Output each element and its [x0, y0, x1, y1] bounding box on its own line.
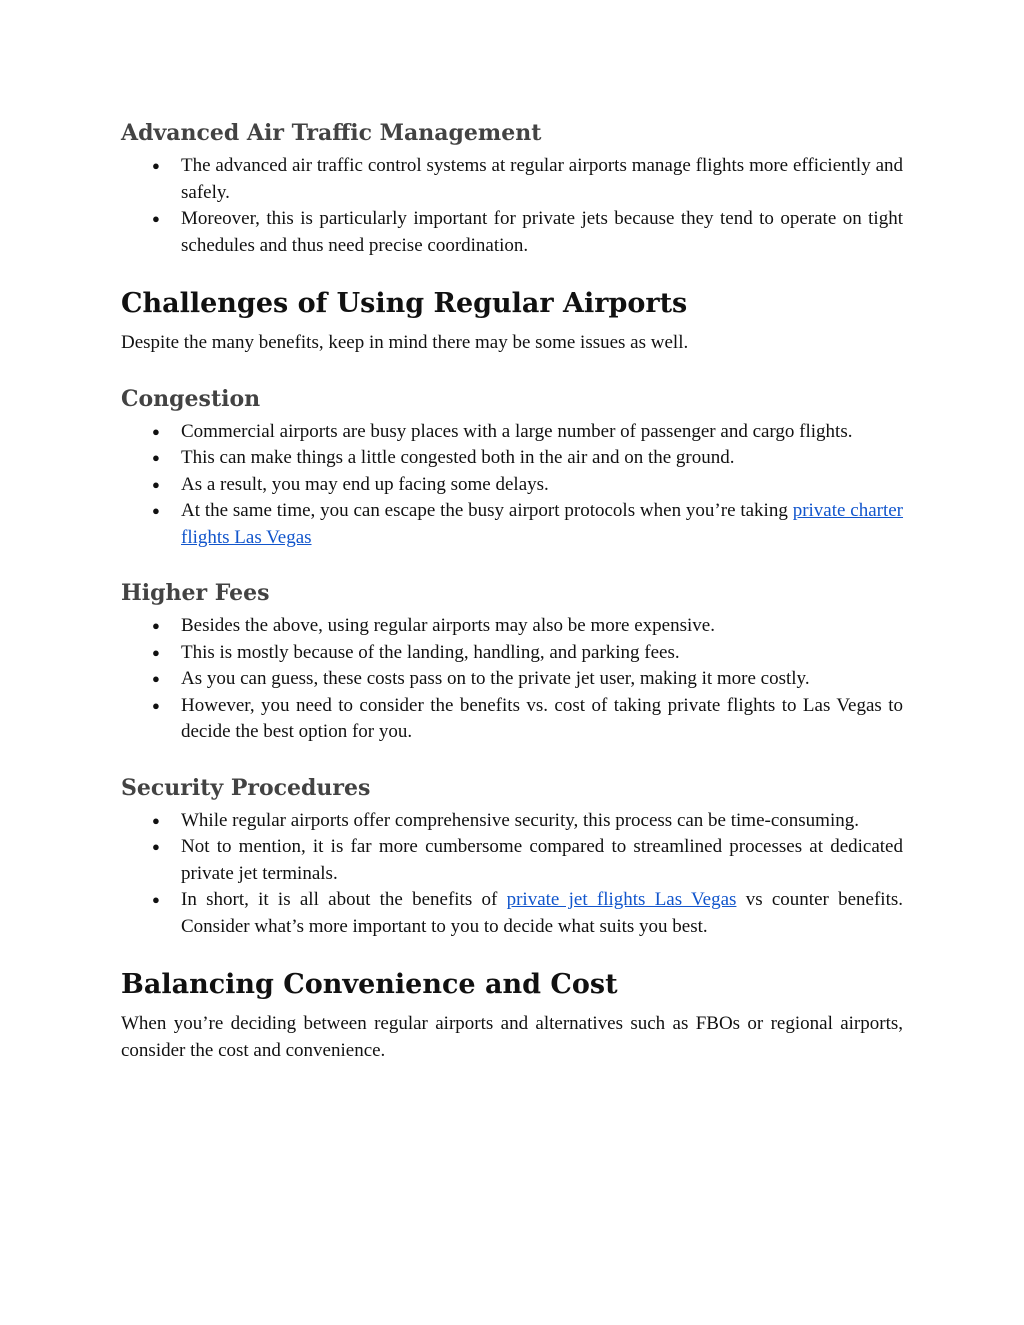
list-traffic: [121, 153, 903, 259]
list-item: ● Besides the above, using regular airports may also be more expensive.: [121, 613, 903, 640]
list-item: ● In short, it is all about the benefits of private jet flights Las Vegas vs counter benefits. Consider what’s more important to you to decide what suits you best.: [152, 889, 903, 937]
bullet-icon: ●: [152, 423, 160, 439]
heading-traffic: Advanced Air Traffic Management: [121, 120, 542, 146]
bullet-icon: ●: [152, 158, 160, 173]
list-congestion: [121, 419, 903, 552]
list-item: ● At the same time, you can escape the busy airport protocols when you’re taking private charter flights Las Vegas: [152, 500, 904, 548]
bullet-icon: ●: [152, 476, 160, 492]
list-item: ● While regular airports offer comprehensive security, this process can be time-consuming.: [121, 808, 903, 835]
heading-congestion: Congestion: [121, 385, 261, 412]
list-item: ● As you can guess, these costs pass on to the private jet user, making it more costly.: [121, 666, 903, 693]
list-item: ● Moreover, this is particularly important for private jets because they tend to operate on tight schedules and thus need precise coordination.: [152, 208, 903, 256]
list-fees: [121, 613, 903, 746]
list-item: ● As a result, you may end up facing some delays.: [121, 472, 903, 499]
bullet-icon: ●: [152, 644, 160, 660]
list-item: ● Commercial airports are busy places with a large number of passenger and cargo flights.: [121, 419, 903, 446]
heading-fees: Higher Fees: [121, 580, 270, 606]
bullet-icon: ●: [152, 697, 160, 713]
document-page: [121, 116, 903, 1064]
bullet-icon: ●: [152, 211, 160, 226]
list-item: ● The advanced air traffic control systems at regular airports manage flights more efficiently and safely.: [152, 155, 903, 203]
heading-balancing: Balancing Convenience and Cost: [121, 969, 618, 1000]
heading-challenges: Challenges of Using Regular Airports: [121, 288, 688, 319]
link-private-charter-flights[interactable]: private charter flights Las Vegas: [181, 500, 904, 548]
bullet-icon: ●: [152, 618, 160, 633]
bullet-icon: ●: [152, 671, 160, 686]
list-item: ● However, you need to consider the benefits vs. cost of taking private flights to Las Vegas to decide the best option for you.: [152, 694, 903, 742]
bullet-icon: ●: [152, 503, 160, 518]
bullet-icon: ●: [152, 812, 160, 828]
bullet-icon: ●: [152, 839, 160, 854]
heading-security: Security Procedures: [121, 774, 371, 801]
link-private-jet-flights[interactable]: private jet flights Las Vegas: [506, 889, 737, 910]
list-item: ● This is mostly because of the landing, handling, and parking fees.: [121, 640, 903, 667]
list-item: ● This can make things a little congested both in the air and on the ground.: [121, 445, 903, 472]
list-item: ● Not to mention, it is far more cumbersome compared to streamlined processes at dedicated private jet terminals.: [152, 836, 903, 884]
balancing-intro: When you’re deciding between regular airports and alternatives such as FBOs or regional airports, consider the cost and convenience.: [121, 1013, 903, 1061]
bullet-icon: ●: [152, 892, 160, 907]
challenges-intro: Despite the many benefits, keep in mind there may be some issues as well.: [121, 332, 689, 353]
list-security: [121, 808, 903, 941]
bullet-icon: ●: [152, 450, 160, 465]
